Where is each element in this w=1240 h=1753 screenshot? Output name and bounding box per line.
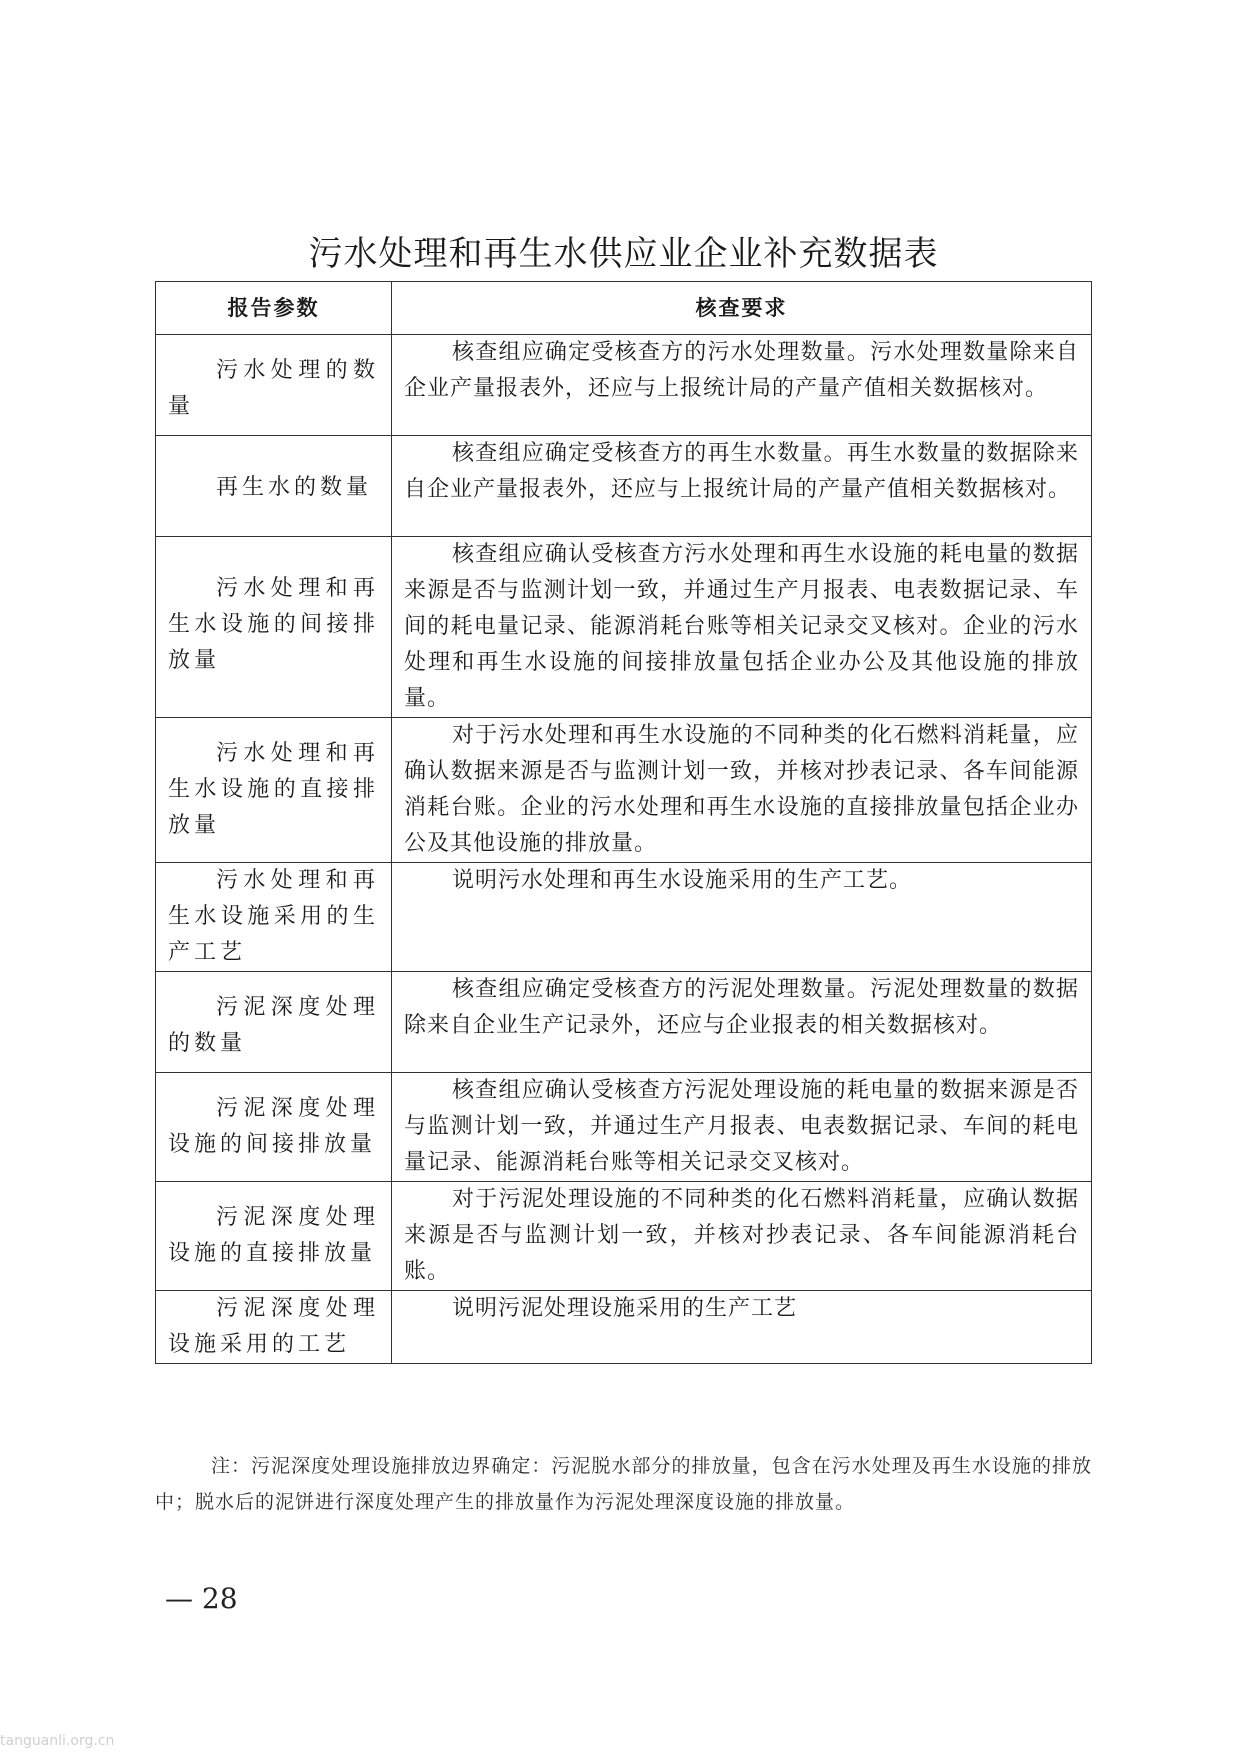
table-row: [156, 335, 1092, 436]
requirement-cell: 核查组应确定受核查方的污泥处理数量。污泥处理数量的数据除来自企业生产记录外，还应与企业报表的相关数据核对。: [392, 972, 1092, 1073]
table-row: [156, 718, 1092, 863]
param-cell: 污泥深度处理设施的间接排放量: [156, 1073, 392, 1182]
table-row: [156, 537, 1092, 718]
header-requirement: 核查要求: [392, 282, 1092, 335]
requirement-cell: 说明污泥处理设施采用的生产工艺: [392, 1291, 1092, 1364]
param-cell: 污泥深度处理设施的直接排放量: [156, 1182, 392, 1291]
param-cell: 污泥深度处理的数量: [156, 972, 392, 1073]
page-title: 污水处理和再生水供应业企业补充数据表: [308, 234, 939, 274]
table-note: 注：污泥深度处理设施排放边界确定：污泥脱水部分的排放量，包含在污水处理及再生水设施的排放中；脱水后的泥饼进行深度处理产生的排放量作为污泥处理深度设施的排放量。: [155, 1455, 1092, 1513]
param-cell: 再生水的数量: [156, 436, 392, 537]
param-cell: 污水处理和再生水设施采用的生产工艺: [156, 863, 392, 972]
table-row: [156, 1291, 1092, 1364]
requirement-cell: 对于污泥处理设施的不同种类的化石燃料消耗量，应确认数据来源是否与监测计划一致，并核对抄表记录、各车间能源消耗台账。: [392, 1182, 1092, 1291]
param-cell: 污水处理的数量: [156, 335, 392, 436]
table-row: [156, 436, 1092, 537]
data-table: [155, 281, 1092, 1364]
param-cell: 污水处理和再生水设施的间接排放量: [156, 537, 392, 718]
requirement-cell: 核查组应确定受核查方的再生水数量。再生水数量的数据除来自企业产量报表外，还应与上报统计局的产量产值相关数据核对。: [392, 436, 1092, 537]
param-cell: 污水处理和再生水设施的直接排放量: [156, 718, 392, 863]
page-number: — 28: [165, 1582, 238, 1615]
requirement-cell: 核查组应确认受核查方污泥处理设施的耗电量的数据来源是否与监测计划一致，并通过生产月报表、电表数据记录、车间的耗电量记录、能源消耗台账等相关记录交叉核对。: [392, 1073, 1092, 1182]
param-cell: 污泥深度处理设施采用的工艺: [156, 1291, 392, 1364]
table-row: [156, 1182, 1092, 1291]
requirement-cell: 核查组应确认受核查方污水处理和再生水设施的耗电量的数据来源是否与监测计划一致，并通过生产月报表、电表数据记录、车间的耗电量记录、能源消耗台账等相关记录交叉核对。企业的污水处理和再生水设施的间接排放量包括企业办公及其他设施的排放量。: [392, 537, 1092, 718]
header-param: 报告参数: [156, 282, 392, 335]
watermark: tanguanli.org.cn: [0, 1733, 115, 1749]
table-row: [156, 1073, 1092, 1182]
table-header-row: [156, 282, 1092, 335]
requirement-cell: 对于污水处理和再生水设施的不同种类的化石燃料消耗量，应确认数据来源是否与监测计划一致，并核对抄表记录、各车间能源消耗台账。企业的污水处理和再生水设施的直接排放量包括企业办公及其他设施的排放量。: [392, 718, 1092, 863]
requirement-cell: 核查组应确定受核查方的污水处理数量。污水处理数量除来自企业产量报表外，还应与上报统计局的产量产值相关数据核对。: [392, 335, 1092, 436]
table-row: [156, 863, 1092, 972]
requirement-cell: 说明污水处理和再生水设施采用的生产工艺。: [392, 863, 1092, 972]
table-row: [156, 972, 1092, 1073]
